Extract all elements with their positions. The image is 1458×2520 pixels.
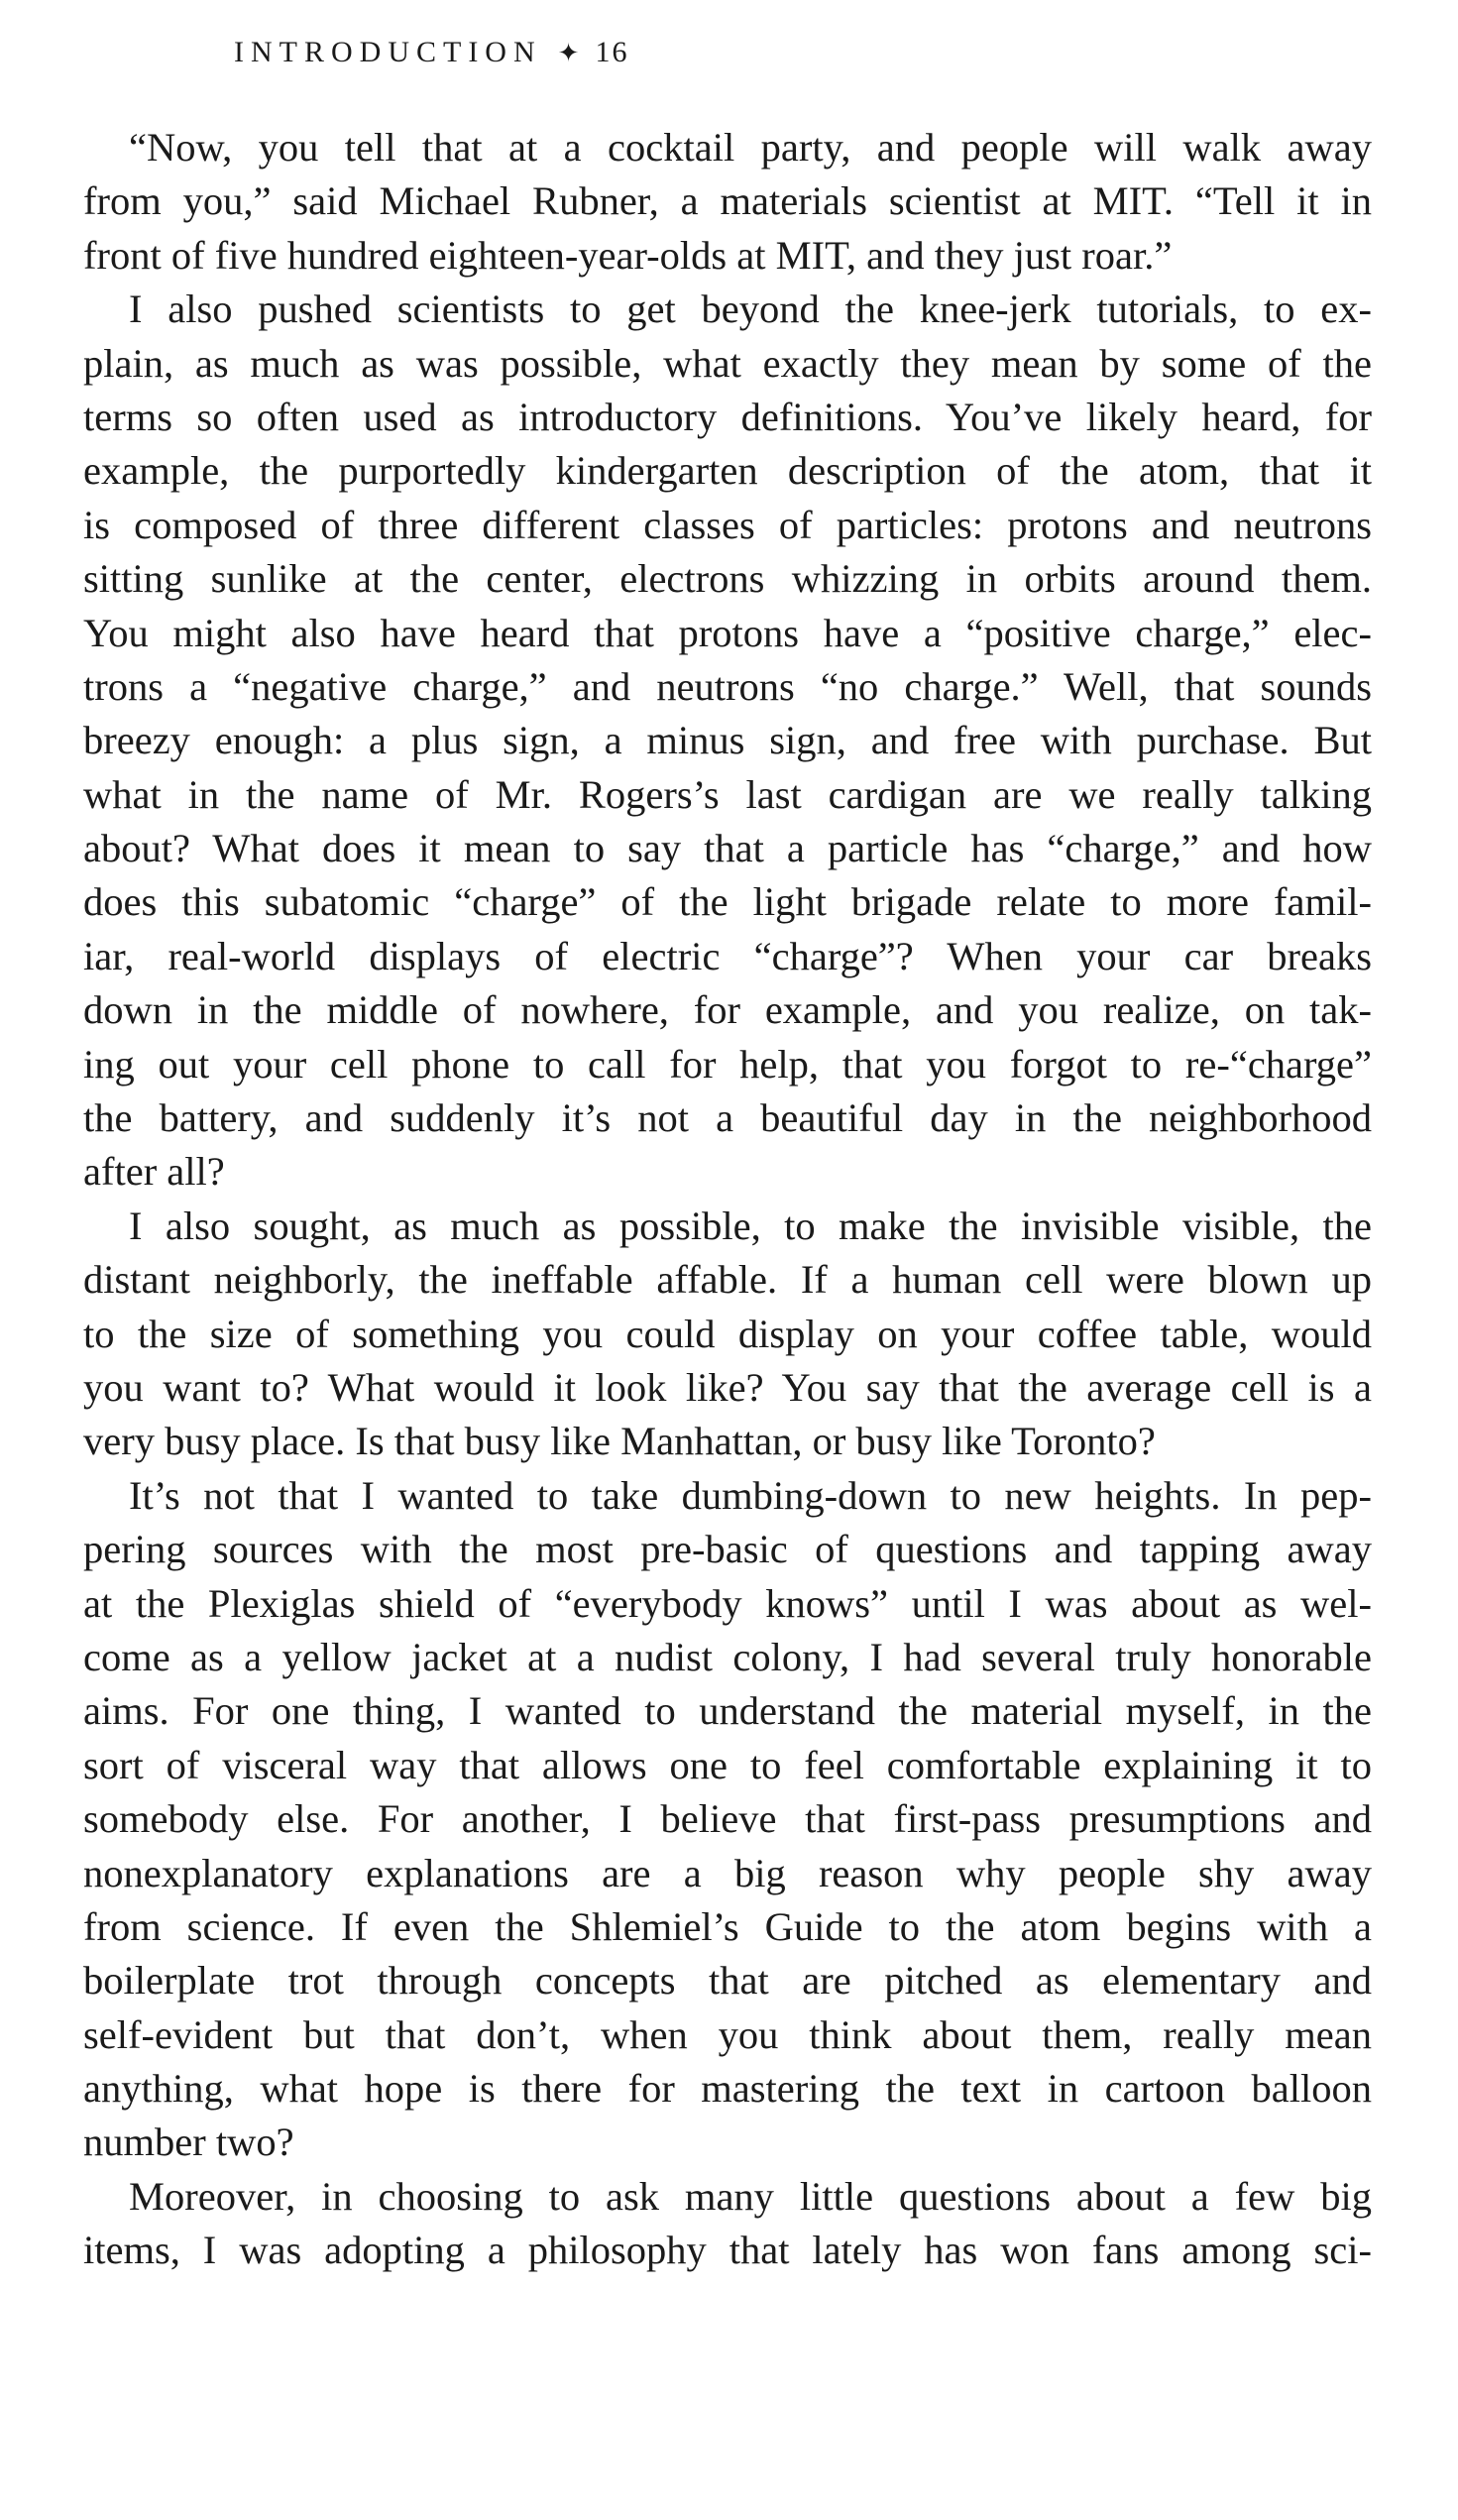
text-line: aims. For one thing, I wanted to understand the material myself, in the: [83, 1688, 1372, 1734]
text-line: from you,” said Michael Rubner, a materials scientist at MIT. “Tell it in: [83, 178, 1372, 224]
page-number: 16: [595, 36, 629, 68]
text-line: after all?: [83, 1149, 225, 1195]
text-line: come as a yellow jacket at a nudist colony, I had several truly honorable: [83, 1634, 1372, 1679]
running-head-section: INTRODUCTION: [234, 36, 542, 68]
text-line: trons a “negative charge,” and neutrons “no charge.” Well, that sounds: [83, 663, 1372, 709]
text-line: distant neighborly, the ineffable affable. If a human cell were blown up: [83, 1257, 1372, 1303]
running-head: [234, 30, 628, 76]
text-line: boilerplate trot through concepts that are pitched as elementary and: [83, 1958, 1372, 2004]
text-line: It’s not that I wanted to take dumbing-down to new heights. In pep-: [129, 1472, 1372, 1518]
text-line: the battery, and suddenly it’s not a beautiful day in the neighborhood: [83, 1095, 1372, 1141]
text-line: items, I was adopting a philosophy that lately has won fans among sci-: [83, 2228, 1372, 2273]
text-line: pering sources with the most pre-basic of questions and tapping away: [83, 1527, 1372, 1572]
text-line: front of five hundred eighteen-year-olds at MIT, and they just roar.”: [83, 232, 1173, 278]
body-text: [83, 121, 1372, 2278]
text-line: Moreover, in choosing to ask many little questions about a few big: [129, 2173, 1372, 2219]
text-line: ing out your cell phone to call for help, that you forgot to re-“charge”: [83, 1041, 1372, 1087]
text-line: to the size of something you could display on your coffee table, would: [83, 1311, 1372, 1356]
text-line: very busy place. Is that busy like Manhattan, or busy like Toronto?: [83, 1419, 1156, 1464]
text-line: about? What does it mean to say that a particle has “charge,” and how: [83, 826, 1372, 871]
text-line: number two?: [83, 2119, 294, 2165]
text-line: sitting sunlike at the center, electrons whizzing in orbits around them.: [83, 556, 1372, 602]
text-line: I also sought, as much as possible, to make the invisible visible, the: [129, 1203, 1372, 1248]
text-line: self-evident but that don’t, when you think about them, really mean: [83, 2011, 1372, 2057]
text-line: I also pushed scientists to get beyond the knee-jerk tutorials, to ex-: [129, 286, 1372, 332]
text-line: iar, real-world displays of electric “charge”? When your car breaks: [83, 933, 1372, 978]
text-line: you want to? What would it look like? You say that the average cell is a: [83, 1364, 1372, 1410]
text-line: “Now, you tell that at a cocktail party, and people will walk away: [129, 125, 1372, 170]
text-line: what in the name of Mr. Rogers’s last cardigan are we really talking: [83, 771, 1372, 817]
text-line: plain, as much as was possible, what exactly they mean by some of the: [83, 340, 1372, 386]
text-line: nonexplanatory explanations are a big reason why people shy away: [83, 1850, 1372, 1895]
ornament-separator-icon: ✦: [557, 39, 580, 67]
text-line: down in the middle of nowhere, for example, and you realize, on tak-: [83, 987, 1372, 1033]
text-line: somebody else. For another, I believe that first-pass presumptions and: [83, 1796, 1372, 1842]
text-line: example, the purportedly kindergarten description of the atom, that it: [83, 448, 1372, 494]
text-line: is composed of three different classes of particles: protons and neutrons: [83, 502, 1372, 547]
text-line: anything, what hope is there for mastering the text in cartoon balloon: [83, 2066, 1372, 2112]
text-line: terms so often used as introductory definitions. You’ve likely heard, for: [83, 394, 1372, 439]
text-line: from science. If even the Shlemiel’s Guide to the atom begins with a: [83, 1903, 1372, 1949]
text-line: does this subatomic “charge” of the light brigade relate to more famil-: [83, 879, 1372, 925]
text-line: breezy enough: a plus sign, a minus sign, and free with purchase. But: [83, 718, 1372, 763]
text-line: at the Plexiglas shield of “everybody knows” until I was about as wel-: [83, 1580, 1372, 1626]
text-line: sort of visceral way that allows one to feel comfortable explaining it to: [83, 1742, 1372, 1787]
text-line: You might also have heard that protons have a “positive charge,” elec-: [83, 610, 1372, 655]
